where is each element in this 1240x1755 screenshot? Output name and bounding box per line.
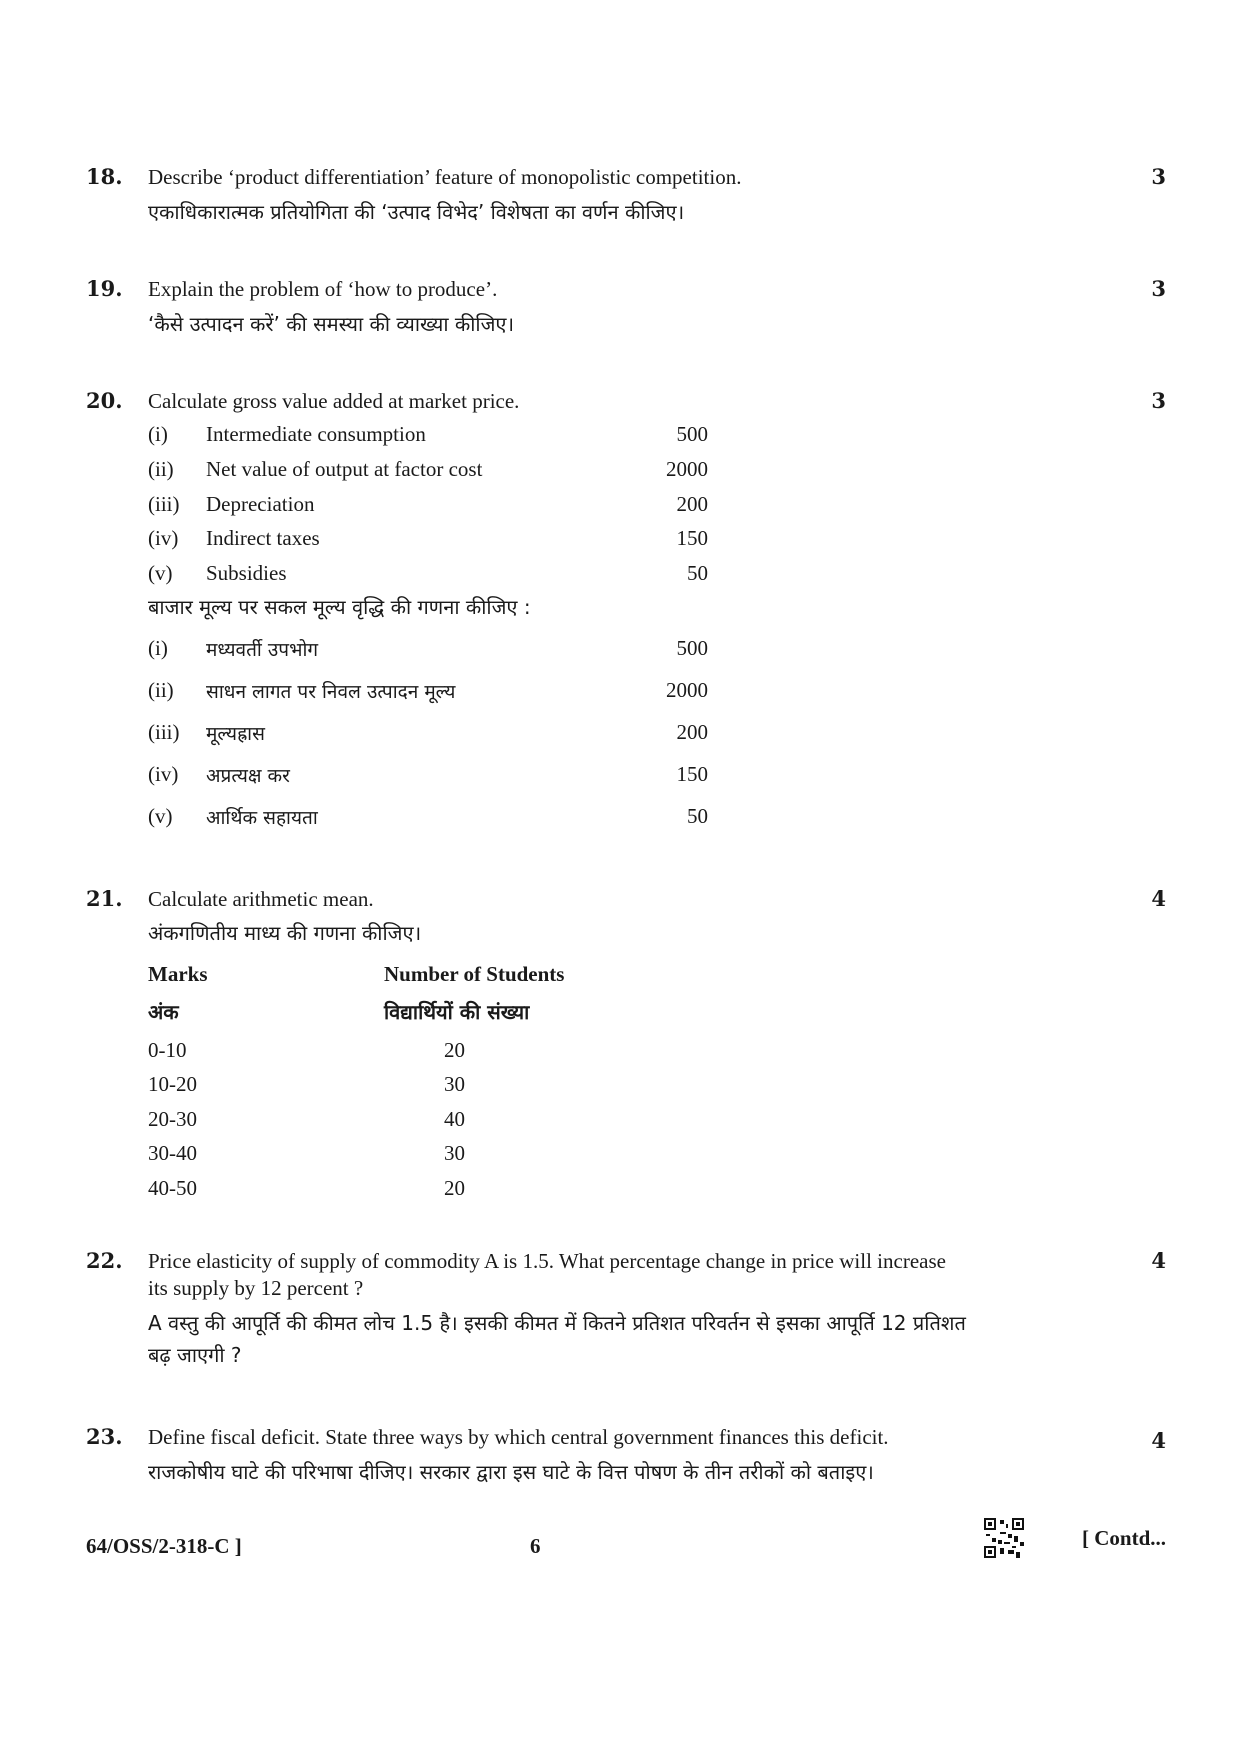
page-number: 6 [530,1534,541,1558]
item-roman: (iii) [148,492,180,516]
item-label: Intermediate consumption [206,422,426,446]
item-roman: (iv) [148,762,179,786]
question-number: 19. [86,276,123,301]
question-number: 20. [86,388,123,413]
item-roman: (i) [148,422,168,446]
item-roman: (iii) [148,720,180,744]
item-label: Indirect taxes [206,526,320,550]
list-item [148,526,708,556]
item-value: 200 [676,720,708,744]
question-21 [86,886,1166,1206]
table-cell-students: 40 [444,1107,465,1131]
question-text-hi: ‘कैसे उत्पादन करें’ की समस्या की व्याख्या कीजिए। [148,312,515,336]
question-text-hi-line1: A वस्तु की आपूर्ति की कीमत लोच 1.5 है। इसकी कीमत में कितने प्रतिशत परिवर्तन से इसका आपूर्ति 12 प्रतिशत [148,1311,966,1335]
list-item [148,762,708,792]
table-cell-marks: 10-20 [148,1072,197,1096]
table-cell-students: 20 [444,1176,465,1200]
table-header-students-hi: विद्यार्थियों की संख्या [384,1000,530,1024]
question-number: 18. [86,164,123,189]
item-label: मध्यवर्ती उपभोग [206,639,319,661]
question-number: 22. [86,1248,123,1273]
list-item [148,492,708,522]
item-value: 500 [676,636,708,660]
item-roman: (ii) [148,678,174,702]
question-text-hi-line2: बढ़ जाएगी ? [148,1343,242,1367]
question-18 [86,164,1166,234]
list-item [148,422,708,452]
table-cell-marks: 40-50 [148,1176,197,1200]
item-roman: (iv) [148,526,179,550]
table-header-marks: Marks [148,962,208,986]
item-value: 2000 [666,457,708,481]
paper-code: 64/OSS/2-318-C ] [86,1534,242,1558]
list-item [148,457,708,487]
question-22 [86,1248,1166,1388]
question-text-hi: राजकोषीय घाटे की परिभाषा दीजिए। सरकार द्वारा इस घाटे के वित्त पोषण के तीन तरीकों को बताइए। [148,1460,874,1484]
item-label: Depreciation [206,492,315,516]
question-23 [86,1424,1166,1494]
marks: 3 [1151,388,1166,413]
question-20 [86,388,1166,848]
question-text-hi: अंकगणितीय माध्य की गणना कीजिए। [148,921,422,945]
item-value: 150 [676,762,708,786]
marks: 4 [1151,1248,1166,1273]
list-item [148,678,708,708]
question-19 [86,276,1166,346]
item-label: साधन लागत पर निवल उत्पादन मूल्य [206,681,456,703]
list-item [148,636,708,666]
marks: 3 [1151,164,1166,189]
question-text-en-line2: its supply by 12 percent ? [148,1276,364,1300]
qr-code-icon [984,1518,1024,1558]
question-text-en: Calculate arithmetic mean. [148,887,374,911]
item-label: Subsidies [206,561,287,585]
table-cell-students: 30 [444,1141,465,1165]
question-text-hi: बाजार मूल्य पर सकल मूल्य वृद्धि की गणना कीजिए : [148,595,531,619]
question-text-en: Explain the problem of ‘how to produce’. [148,277,498,301]
question-text-en-line1: Price elasticity of supply of commodity A is 1.5. What percentage change in price will increase [148,1249,946,1273]
marks: 3 [1151,276,1166,301]
question-text-en: Define fiscal deficit. State three ways by which central government finances this deficit. [148,1425,889,1449]
table-cell-students: 30 [444,1072,465,1096]
item-label: Net value of output at factor cost [206,457,483,481]
list-item [148,720,708,750]
table-cell-marks: 0-10 [148,1038,187,1062]
item-roman: (v) [148,561,173,585]
list-item [148,804,708,834]
item-value: 150 [676,526,708,550]
question-number: 23. [86,1424,123,1449]
item-roman: (v) [148,804,173,828]
item-label: आर्थिक सहायता [206,807,318,829]
question-number: 21. [86,886,123,911]
item-value: 200 [676,492,708,516]
item-value: 50 [687,561,708,585]
item-label: मूल्यह्रास [206,723,265,745]
marks: 4 [1151,1428,1166,1453]
item-roman: (ii) [148,457,174,481]
table-header-students: Number of Students [384,962,565,986]
marks: 4 [1151,886,1166,911]
table-cell-students: 20 [444,1038,465,1062]
item-value: 500 [676,422,708,446]
table-cell-marks: 30-40 [148,1141,197,1165]
question-text-en: Describe ‘product differentiation’ feature of monopolistic competition. [148,165,742,189]
question-text-en: Calculate gross value added at market price. [148,389,520,413]
item-roman: (i) [148,636,168,660]
table-cell-marks: 20-30 [148,1107,197,1131]
item-value: 50 [687,804,708,828]
item-value: 2000 [666,678,708,702]
list-item [148,561,708,591]
question-text-hi: एकाधिकारात्मक प्रतियोगिता की ‘उत्पाद विभेद’ विशेषता का वर्णन कीजिए। [148,200,685,224]
table-header-marks-hi: अंक [148,1000,179,1024]
item-label: अप्रत्यक्ष कर [206,765,290,787]
continued-label: [ Contd... [1081,1526,1166,1550]
